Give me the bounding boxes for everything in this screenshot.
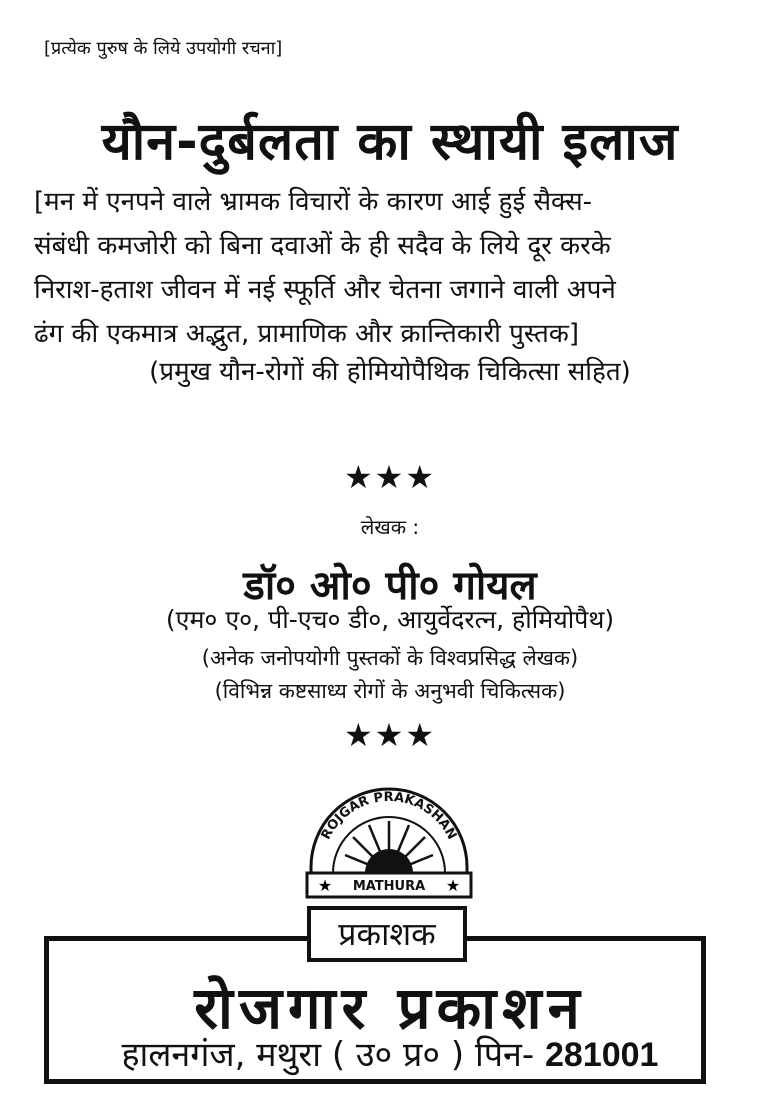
star-divider: ★★★ [343,458,437,496]
publisher-logo [305,785,473,899]
book-title: यौन-दुर्बलता का स्थायी इलाज [101,112,679,172]
description-line: संबंधी कमजोरी को बिना दवाओं के ही सदैव के लिये दूर करके [34,231,611,261]
subtitle: (प्रमुख यौन-रोगों की होमियोपैथिक चिकित्सा सहित) [149,357,631,387]
publisher-address [0,1030,780,1076]
address-text: हालनगंज, मथुरा ( उ० प्र० ) पिन- [121,1035,535,1075]
author-note: (विभिन्न कष्टसाध्य रोगों के अनुभवी चिकित्सक) [214,679,566,703]
star-icon: ★ [317,876,333,895]
publisher-label: प्रकाशक [307,906,467,962]
description-line: निराश-हताश जीवन में नई स्फूर्ति और चेतना जगाने वाली अपने [34,275,616,305]
author-note: (अनेक जनोपयोगी पुस्तकों के विश्वप्रसिद्ध लेखक) [201,646,579,670]
book-description [34,180,734,356]
star-divider: ★★★ [343,716,437,754]
top-note: [प्रत्येक पुरुष के लिये उपयोगी रचना] [44,38,283,59]
description-line: [मन में एनपने वाले भ्रामक विचारों के कारण आई हुई सैक्स- [34,187,593,217]
star-icon: ★ [445,876,461,895]
author-label: लेखक : [360,515,420,539]
author-name: डॉ० ओ० पी० गोयल [243,563,537,609]
logo-city: MATHURA [352,879,426,894]
author-credentials: (एम० ए०, पी-एच० डी०, आयुर्वेदरत्न, होमियोपैथ) [165,605,615,634]
logo-arc-text: ROJGAR PRAKASHAN [318,789,460,843]
pin-code: 281001 [545,1036,659,1074]
description-line: ढंग की एकमात्र अद्भुत, प्रामाणिक और क्रान्तिकारी पुस्तक] [34,319,579,349]
sun-disc-icon [365,849,413,873]
publisher-name: रोजगार प्रकाशन [194,974,586,1042]
